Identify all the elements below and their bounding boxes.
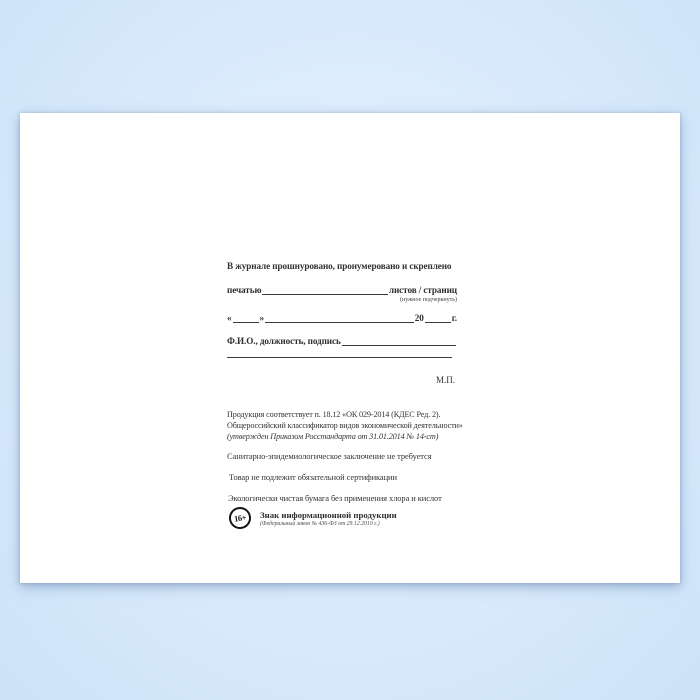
seal-label: печатью	[227, 285, 262, 295]
compliance-line1: Продукция соответствует п. 18.12 «ОК 029-2014 (КДЕС Ред. 2).	[227, 410, 441, 419]
blank-month	[265, 322, 414, 323]
seal-line	[227, 285, 457, 296]
blank-underline	[262, 294, 388, 295]
info-sign-title: Знак информационной продукции	[260, 510, 397, 520]
blank-day	[233, 322, 259, 323]
blank-signature	[342, 345, 456, 346]
compliance-line2: Общероссийский классификатор видов экономической деятельности»	[227, 421, 463, 430]
close-quote: »	[259, 313, 264, 323]
eco-paper-note: Экологически чистая бумага без применения хлора и кислот	[228, 493, 442, 503]
age-16plus-icon: 16+	[228, 506, 253, 531]
date-line	[227, 313, 457, 324]
journal-back-page	[20, 113, 680, 583]
info-sign-text	[260, 510, 397, 527]
stamp-place-abbr: М.П.	[435, 375, 455, 385]
underline-instruction: (нужное подчеркнуть)	[400, 297, 457, 303]
signature-line	[227, 336, 457, 347]
binding-statement: В журнале прошнуровано, пронумеровано и скреплено	[227, 261, 452, 271]
year-prefix: 20	[414, 313, 424, 323]
blank-year	[425, 322, 451, 323]
info-sign-law: (Федеральный закон № 436-ФЗ от 29.12.2010 г.)	[260, 521, 380, 527]
signature-label: Ф.И.О., должность, подпись	[227, 336, 341, 346]
year-suffix: г.	[451, 313, 457, 323]
certification-note: Товар не подлежит обязательной сертификации	[229, 472, 397, 482]
blank-rule-line	[227, 357, 452, 358]
open-quote: «	[227, 313, 232, 323]
compliance-paragraph	[227, 409, 467, 442]
sheets-pages-label: листов / страниц	[388, 285, 457, 295]
info-product-sign	[229, 507, 397, 529]
sanitary-note: Санитарно-эпидемиологическое заключение не требуется	[227, 451, 432, 461]
compliance-line3: (утвержден Приказом Росстандарта от 31.01.2014 № 14-ст)	[227, 432, 439, 441]
